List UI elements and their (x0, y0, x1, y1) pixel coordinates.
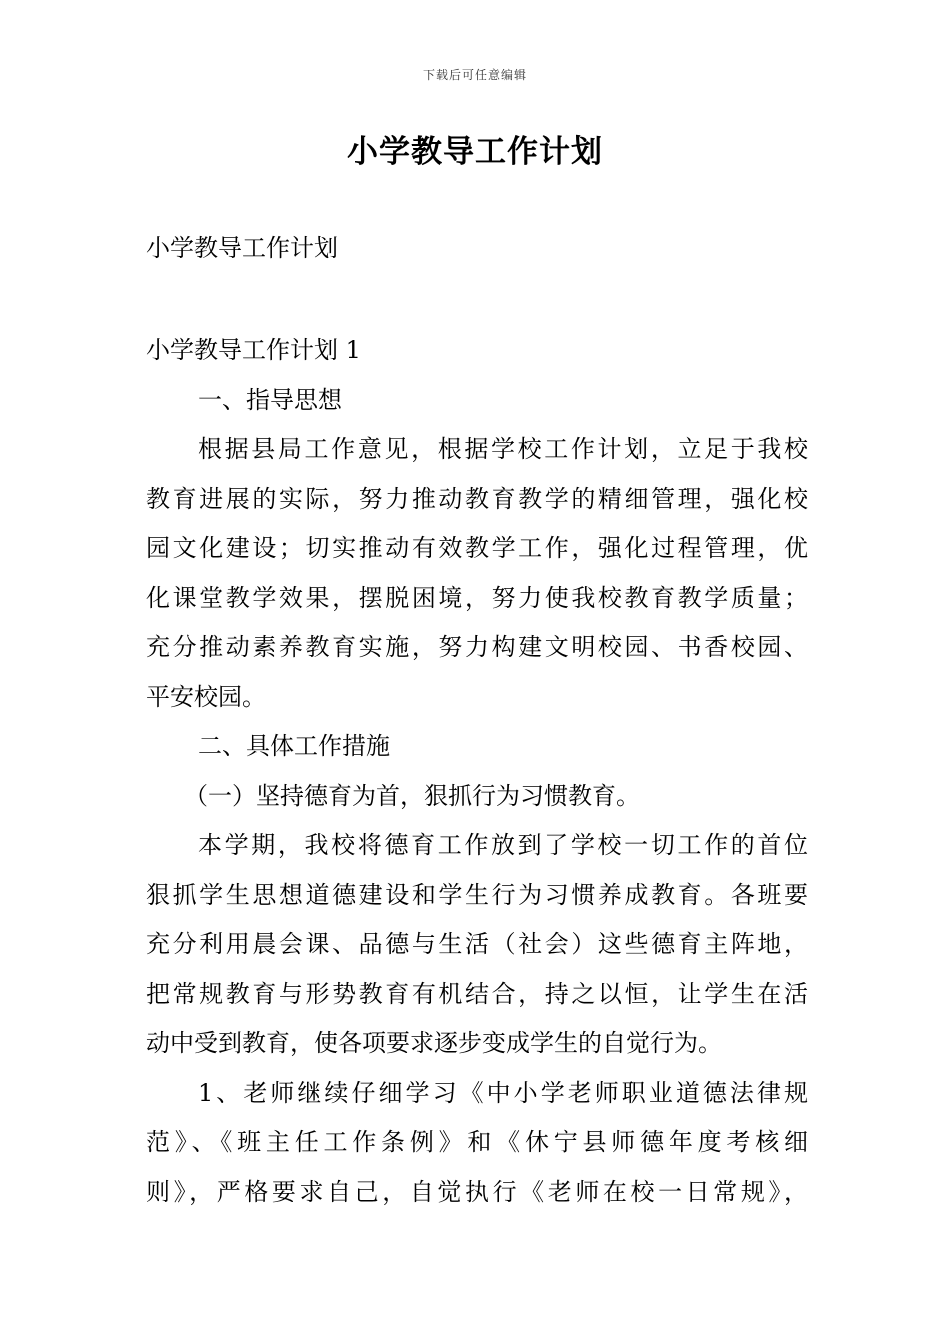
document-subtitle: 小学教导工作计划 (146, 234, 338, 262)
paragraph-line: 狠抓学生思想道德建设和学生行为习惯养成教育。各班要 (146, 880, 808, 909)
paragraph-line: 则》，严格要求自己，自觉执行《老师在校一日常规》， (146, 1177, 808, 1206)
header-note: 下载后可任意编辑 (422, 68, 527, 82)
heading-work-measures: 二、具体工作措施 (198, 732, 390, 760)
paragraph-line: 充分推动素养教育实施，努力构建文明校园、书香校园、 (146, 633, 808, 661)
paragraph-line: 充分利用晨会课、品德与生活（社会）这些德育主阵地， (146, 930, 808, 958)
paragraph-line: 根据县局工作意见，根据学校工作计划，立足于我校 (198, 435, 808, 463)
paragraph-line: 范》、《班主任工作条例》和《休宁县师德年度考核细 (146, 1128, 808, 1156)
paragraph-line: 动中受到教育，使各项要求逐步变成学生的自觉行为。 (146, 1029, 722, 1057)
heading-guiding-thought: 一、指导思想 (198, 385, 342, 414)
heading-moral-education: （一）坚持德育为首，狠抓行为习惯教育。 (184, 781, 640, 810)
paragraph-line: 化课堂教学效果，摆脱困境，努力使我校教育教学质量； (146, 583, 808, 612)
paragraph-line: 平安校园。 (146, 682, 266, 711)
paragraph-line: 教育进展的实际，努力推动教育教学的精细管理，强化校 (146, 484, 808, 513)
paragraph-line: 园文化建设；切实推动有效教学工作，强化过程管理，优 (146, 534, 808, 562)
document-title: 小学教导工作计划 (347, 134, 603, 170)
paragraph-line: 1、老师继续仔细学习《中小学老师职业道德法律规 (198, 1078, 808, 1107)
paragraph-line: 本学期，我校将德育工作放到了学校一切工作的首位 (198, 831, 808, 859)
section-title: 小学教导工作计划 1 (146, 336, 361, 364)
paragraph-line: 把常规教育与形势教育有机结合，持之以恒，让学生在活 (146, 979, 808, 1008)
document-body (146, 326, 808, 1217)
